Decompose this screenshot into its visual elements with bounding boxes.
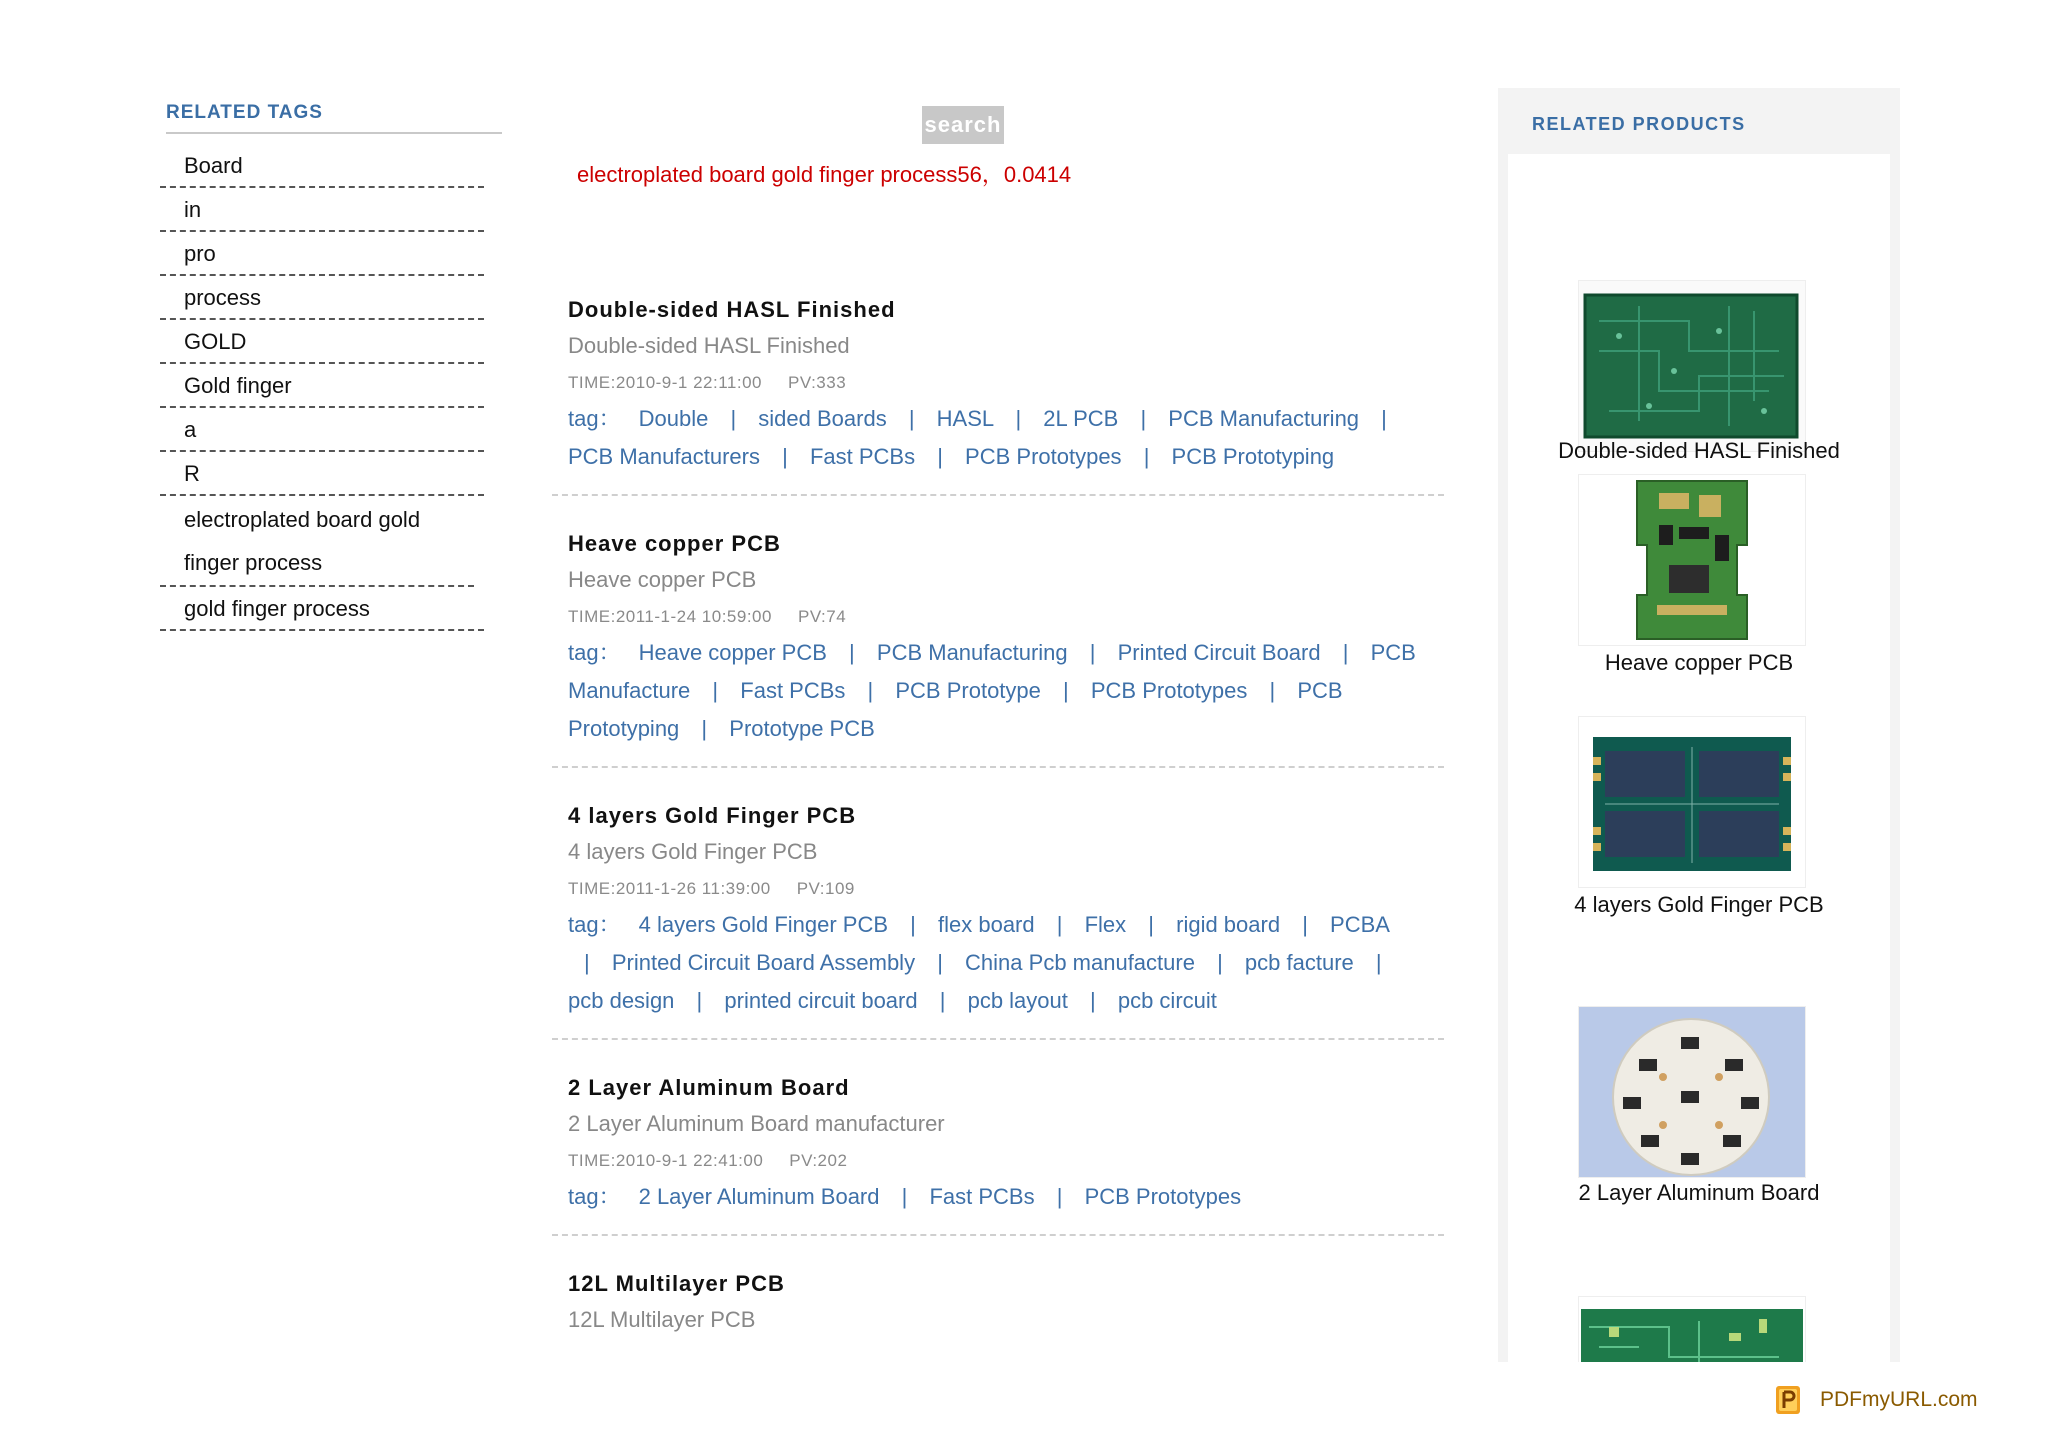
result-tag-link[interactable]: 4 layers Gold Finger PCB — [638, 912, 889, 937]
result-title[interactable]: Heave copper PCB — [568, 531, 781, 556]
tag-separator: | — [937, 950, 943, 975]
tag-item[interactable] — [160, 320, 484, 364]
tag-separator: | — [910, 912, 916, 937]
result-tag-link[interactable]: Double — [638, 406, 709, 431]
tag-separator: | — [1056, 912, 1063, 937]
tag-prefix-label: tag： — [568, 1184, 621, 1209]
tag-separator: | — [908, 406, 915, 431]
result-tag-link[interactable]: PCB Manufacture — [568, 640, 1416, 703]
result-tag-link[interactable]: PCB Prototyping — [1171, 444, 1335, 469]
result-tag-link[interactable]: China Pcb manufacture — [965, 950, 1195, 975]
tag-separator: | — [1015, 406, 1022, 431]
result-pageviews: PV:109 — [796, 879, 855, 898]
tag-separator: | — [712, 678, 719, 703]
tag-separator: | — [937, 444, 943, 469]
result-tag-link[interactable]: PCB Manufacturing — [876, 640, 1068, 665]
tag-link[interactable]: R — [184, 461, 200, 486]
result-tags — [568, 906, 1428, 1020]
tag-separator: | — [1342, 640, 1349, 665]
tag-separator: | — [696, 988, 703, 1013]
product-name[interactable]: Double-sided HASL Finished — [1558, 438, 1840, 463]
result-tag-link[interactable]: Prototype PCB — [729, 716, 875, 741]
tag-separator: | — [1090, 988, 1096, 1013]
result-item — [552, 282, 1444, 496]
result-description: 12L Multilayer PCB — [568, 1307, 756, 1332]
tag-separator: | — [584, 950, 590, 975]
result-tag-link[interactable]: PCB Prototypes — [965, 444, 1122, 469]
related-tags-heading: RELATED TAGS — [166, 90, 502, 134]
tag-separator: | — [1381, 406, 1387, 431]
related-tags-panel — [142, 90, 502, 631]
result-meta — [568, 872, 1428, 906]
tag-separator: | — [782, 444, 788, 469]
tag-item[interactable] — [160, 188, 484, 232]
tag-item[interactable] — [160, 232, 484, 276]
tag-prefix-label: tag： — [568, 406, 621, 431]
search-summary — [577, 158, 1071, 189]
result-tag-link[interactable]: PCBA — [1330, 912, 1389, 937]
search-summary-separator: ， — [981, 162, 1004, 187]
tag-link[interactable]: a — [184, 417, 197, 442]
tag-separator: | — [730, 406, 737, 431]
tag-link[interactable]: in — [184, 197, 202, 222]
aluminum-led-board-image[interactable] — [1578, 1006, 1806, 1178]
tag-item[interactable] — [160, 496, 474, 587]
pdfmyurl-text[interactable]: PDFmyURL.com — [1820, 1388, 1978, 1411]
result-title[interactable]: 12L Multilayer PCB — [568, 1271, 785, 1296]
result-tag-link[interactable]: printed circuit board — [724, 988, 918, 1013]
result-description: 4 layers Gold Finger PCB — [568, 839, 818, 864]
result-tag-link[interactable]: pcb layout — [967, 988, 1068, 1013]
result-pageviews: PV:333 — [788, 373, 847, 392]
result-tag-link[interactable]: flex board — [938, 912, 1035, 937]
tag-separator: | — [1056, 1184, 1063, 1209]
product-name[interactable]: Heave copper PCB — [1604, 650, 1794, 675]
tag-link[interactable]: Board — [184, 153, 243, 178]
related-tags-list — [160, 144, 484, 631]
related-products-heading: RELATED PRODUCTS — [1532, 114, 1746, 134]
result-title[interactable]: 2 Layer Aluminum Board — [568, 1075, 850, 1100]
result-pageviews: PV:74 — [797, 607, 847, 626]
result-tag-link[interactable]: PCB Prototypes — [1084, 1184, 1242, 1209]
tag-link[interactable]: GOLD — [184, 329, 247, 354]
result-description: 2 Layer Aluminum Board manufacturer — [568, 1111, 945, 1136]
result-tags — [568, 634, 1428, 748]
result-item — [552, 1060, 1444, 1236]
tag-item[interactable] — [160, 276, 484, 320]
result-tag-link[interactable]: HASL — [936, 406, 994, 431]
green-pcb-image[interactable] — [1578, 280, 1806, 452]
tag-item[interactable] — [160, 408, 484, 452]
tag-separator: | — [1148, 912, 1154, 937]
result-tag-link[interactable]: rigid board — [1176, 912, 1281, 937]
tag-separator: | — [849, 640, 855, 665]
search-button[interactable]: search — [922, 106, 1004, 144]
result-time: TIME:2011-1-26 11:39:00 — [568, 879, 771, 898]
result-tag-link[interactable]: Fast PCBs — [929, 1184, 1035, 1209]
result-tag-link[interactable]: Printed Circuit Board — [1117, 640, 1321, 665]
tag-separator: | — [867, 678, 874, 703]
tag-link[interactable]: pro — [184, 241, 216, 266]
tag-link[interactable]: Gold finger — [184, 373, 292, 398]
result-tag-link[interactable]: pcb circuit — [1117, 988, 1217, 1013]
result-tag-link[interactable]: Flex — [1084, 912, 1127, 937]
search-summary-query: electroplated board gold finger process56 — [577, 162, 982, 187]
result-time: TIME:2010-9-1 22:41:00 — [568, 1151, 764, 1170]
result-tag-link[interactable]: PCB Prototype — [895, 678, 1041, 703]
tag-link[interactable]: electroplated board gold finger process — [184, 507, 421, 575]
tag-separator: | — [1140, 406, 1147, 431]
result-tag-link[interactable]: Printed Circuit Board Assembly — [611, 950, 916, 975]
tag-prefix-label: tag： — [568, 640, 621, 665]
result-tag-link[interactable]: Fast PCBs — [740, 678, 846, 703]
result-tags — [568, 400, 1428, 476]
tag-link[interactable]: process — [184, 285, 262, 310]
result-tag-link[interactable]: pcb design — [568, 988, 675, 1013]
tag-separator: | — [1302, 912, 1308, 937]
result-item — [552, 516, 1444, 768]
tag-item[interactable] — [160, 144, 484, 188]
result-tag-link[interactable]: PCB Prototypes — [1090, 678, 1248, 703]
result-pageviews: PV:202 — [789, 1151, 848, 1170]
product-name[interactable]: 4 layers Gold Finger PCB — [1574, 892, 1824, 917]
result-tag-link[interactable]: pcb facture — [1244, 950, 1354, 975]
result-description: Double-sided HASL Finished — [568, 333, 850, 358]
pdfmyurl-logo-icon — [1776, 1386, 1800, 1414]
tag-separator: | — [701, 716, 708, 741]
related-products-list — [1508, 154, 1890, 1362]
gold-finger-pcb-image[interactable] — [1578, 716, 1806, 888]
tag-separator: | — [1269, 678, 1276, 703]
result-tag-link[interactable]: Fast PCBs — [809, 444, 916, 469]
tag-separator: | — [901, 1184, 908, 1209]
result-item — [552, 1256, 1444, 1358]
result-tag-link[interactable]: 2 Layer Aluminum Board — [638, 1184, 880, 1209]
result-tag-link[interactable]: PCB Prototyping — [568, 678, 1343, 741]
tag-separator: | — [1089, 640, 1096, 665]
tag-link[interactable]: gold finger process — [184, 596, 370, 621]
tag-separator: | — [1063, 678, 1069, 703]
result-time: TIME:2010-9-1 22:11:00 — [568, 373, 763, 392]
tag-separator: | — [1143, 444, 1150, 469]
result-tag-link[interactable]: 2L PCB — [1043, 406, 1119, 431]
product-name[interactable]: 2 Layer Aluminum Board — [1578, 1180, 1820, 1205]
related-products-panel — [1498, 88, 1900, 1362]
tag-item[interactable] — [160, 587, 484, 631]
result-tags — [568, 1178, 1428, 1216]
tag-separator: | — [939, 988, 946, 1013]
result-title[interactable]: 4 layers Gold Finger PCB — [568, 803, 857, 828]
tag-item[interactable] — [160, 364, 484, 408]
result-meta — [568, 1144, 1428, 1178]
tag-item[interactable] — [160, 452, 484, 496]
phone-pcb-image[interactable] — [1578, 474, 1806, 646]
tag-separator: | — [1217, 950, 1223, 975]
result-meta — [568, 600, 1428, 634]
result-title[interactable]: Double-sided HASL Finished — [568, 297, 896, 322]
result-tag-link[interactable]: sided Boards — [758, 406, 887, 431]
result-item — [552, 788, 1444, 1040]
result-time: TIME:2011-1-24 10:59:00 — [568, 607, 772, 626]
result-tag-link[interactable]: Heave copper PCB — [638, 640, 827, 665]
result-description: Heave copper PCB — [568, 567, 757, 592]
result-tag-link[interactable]: PCB Manufacturers — [568, 444, 760, 469]
result-tag-link[interactable]: PCB Manufacturing — [1168, 406, 1360, 431]
search-summary-time: 0.0414 — [1003, 162, 1072, 187]
search-results — [552, 282, 1444, 1378]
tag-prefix-label: tag： — [568, 912, 621, 937]
multilayer-pcb-image[interactable] — [1578, 1296, 1806, 1362]
result-meta — [568, 366, 1428, 400]
tag-separator: | — [1375, 950, 1382, 975]
